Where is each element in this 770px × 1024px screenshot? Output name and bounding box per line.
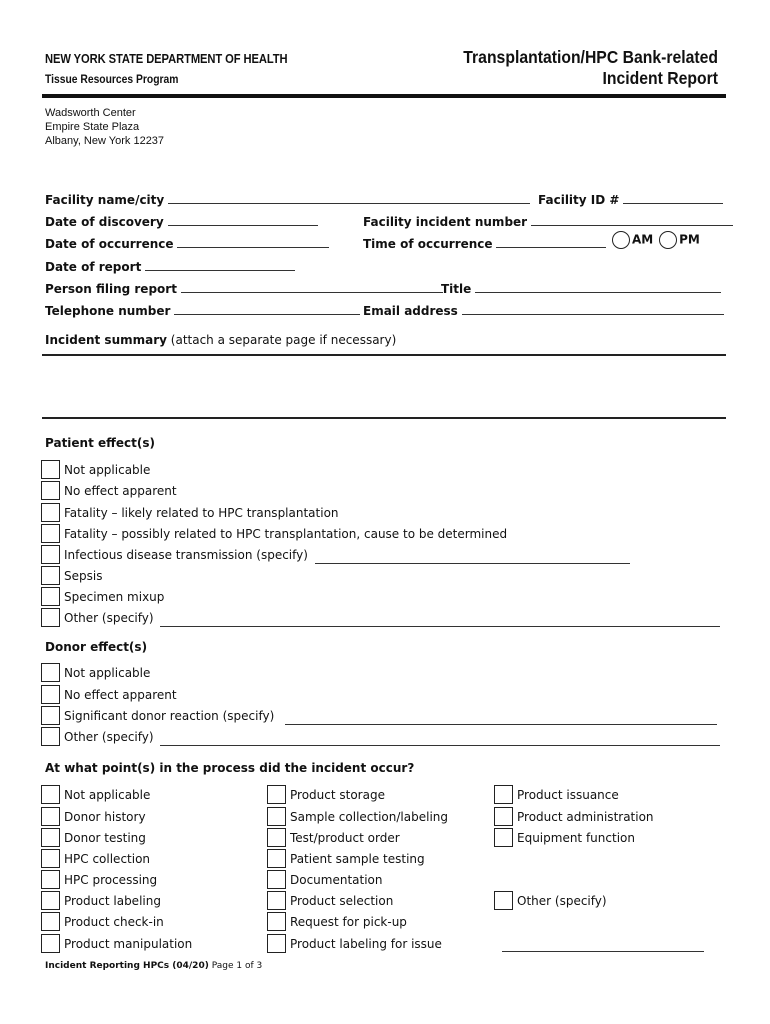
time-occurrence-field[interactable]	[363, 236, 606, 251]
date-occurrence-blank[interactable]	[177, 236, 329, 248]
checkbox-label: Product selection	[290, 894, 394, 908]
form-title-line2: Incident Report	[602, 68, 718, 88]
title-blank[interactable]	[475, 281, 721, 293]
facility-incident-number-label: Facility incident number	[363, 215, 528, 229]
checkbox-label: Product labeling for issue	[290, 937, 442, 951]
am-radio[interactable]	[612, 231, 630, 249]
address-line1: Wadsworth Center	[45, 107, 136, 119]
facility-incident-number-field[interactable]	[363, 214, 733, 229]
donor-reaction-specify-blank[interactable]	[285, 713, 717, 725]
checkbox[interactable]	[267, 912, 286, 931]
checkbox[interactable]	[267, 785, 286, 804]
summary-top-rule	[42, 354, 726, 356]
donor-effects-title: Donor effect(s)	[45, 640, 148, 654]
form-title	[463, 47, 718, 89]
checkbox-label: Significant donor reaction (specify)	[64, 709, 275, 723]
checkbox[interactable]	[41, 727, 60, 746]
checkbox[interactable]	[41, 545, 60, 564]
checkbox-label: Product manipulation	[64, 937, 193, 951]
incident-summary-heading	[45, 333, 396, 347]
checkbox-label: Other (specify)	[64, 611, 154, 625]
checkbox-label: Product check-in	[64, 915, 164, 929]
checkbox-label: Test/product order	[290, 831, 400, 845]
checkbox-label: Fatality – likely related to HPC transplantation	[64, 506, 339, 520]
checkbox-label: No effect apparent	[64, 688, 177, 702]
time-occurrence-label: Time of occurrence	[363, 237, 493, 251]
title-label: Title	[441, 282, 472, 296]
telephone-blank[interactable]	[174, 303, 360, 315]
form-title-line1: Transplantation/HPC Bank-related	[463, 47, 718, 67]
checkbox[interactable]	[267, 849, 286, 868]
checkbox-label: Product administration	[517, 810, 654, 824]
patient-other-specify-blank[interactable]	[160, 615, 720, 627]
checkbox[interactable]	[41, 503, 60, 522]
checkbox-label: Not applicable	[64, 666, 151, 680]
checkbox[interactable]	[494, 785, 513, 804]
department-name: NEW YORK STATE DEPARTMENT OF HEALTH	[45, 51, 288, 66]
address-line3: Albany, New York 12237	[45, 135, 165, 147]
date-discovery-label: Date of discovery	[45, 215, 164, 229]
checkbox[interactable]	[41, 807, 60, 826]
header-rule	[42, 94, 726, 98]
am-label: AM	[632, 232, 654, 247]
checkbox[interactable]	[41, 828, 60, 847]
checkbox[interactable]	[41, 849, 60, 868]
checkbox-label: Product storage	[290, 788, 385, 802]
person-filing-label: Person filing report	[45, 282, 177, 296]
checkbox-label: Infectious disease transmission (specify)	[64, 548, 308, 562]
patient-effects-title: Patient effect(s)	[45, 436, 155, 450]
incident-summary-label: Incident summary	[45, 333, 167, 347]
checkbox-label: Patient sample testing	[290, 852, 425, 866]
am-pm-choice	[612, 231, 700, 249]
incident-summary-note: (attach a separate page if necessary)	[170, 333, 397, 347]
address-line2: Empire State Plaza	[45, 121, 140, 133]
checkbox-label: HPC collection	[64, 852, 151, 866]
checkbox[interactable]	[41, 785, 60, 804]
email-blank[interactable]	[462, 303, 724, 315]
person-filing-field[interactable]	[45, 281, 443, 296]
checkbox-label: Sample collection/labeling	[290, 810, 449, 824]
page-number: Page 1 of 3	[211, 961, 263, 971]
date-discovery-blank[interactable]	[168, 214, 318, 226]
summary-bottom-rule	[42, 417, 726, 419]
facility-name-label: Facility name/city	[45, 193, 165, 207]
mailing-address	[45, 106, 164, 148]
facility-incident-number-blank[interactable]	[531, 214, 733, 226]
process-point-title: At what point(s) in the process did the incident occur?	[45, 761, 415, 775]
checkbox[interactable]	[41, 891, 60, 910]
checkbox-label: Sepsis	[64, 569, 103, 583]
checkbox[interactable]	[41, 481, 60, 500]
checkbox-label: Donor history	[64, 810, 146, 824]
checkbox-label: Donor testing	[64, 831, 146, 845]
checkbox[interactable]	[267, 934, 286, 953]
telephone-field[interactable]	[45, 303, 360, 318]
checkbox-label: Specimen mixup	[64, 590, 165, 604]
donor-other-specify-blank[interactable]	[160, 734, 720, 746]
checkbox-label: Fatality – possibly related to HPC transplantation, cause to be determined	[64, 527, 508, 541]
checkbox[interactable]	[41, 460, 60, 479]
checkbox[interactable]	[41, 524, 60, 543]
checkbox[interactable]	[41, 934, 60, 953]
checkbox-label: HPC processing	[64, 873, 158, 887]
checkbox[interactable]	[41, 566, 60, 585]
incident-summary-area[interactable]	[42, 357, 726, 417]
checkbox[interactable]	[494, 807, 513, 826]
facility-name-field[interactable]	[45, 192, 530, 207]
checkbox[interactable]	[41, 663, 60, 682]
checkbox-label: Not applicable	[64, 463, 151, 477]
checkbox[interactable]	[41, 587, 60, 606]
program-name: Tissue Resources Program	[45, 72, 179, 86]
date-report-blank[interactable]	[145, 259, 295, 271]
person-filing-blank[interactable]	[181, 281, 443, 293]
infectious-specify-blank[interactable]	[315, 552, 630, 564]
checkbox[interactable]	[41, 912, 60, 931]
facility-id-blank[interactable]	[623, 192, 723, 204]
facility-id-label: Facility ID #	[538, 193, 620, 207]
checkbox-label: Product labeling	[64, 894, 161, 908]
facility-id-field[interactable]	[538, 192, 723, 207]
checkbox-label: Request for pick-up	[290, 915, 407, 929]
date-report-field[interactable]	[45, 259, 295, 274]
date-occurrence-label: Date of occurrence	[45, 237, 174, 251]
telephone-label: Telephone number	[45, 304, 171, 318]
checkbox[interactable]	[267, 870, 286, 889]
title-field[interactable]	[441, 281, 721, 296]
pm-label: PM	[679, 232, 700, 247]
email-field[interactable]	[363, 303, 724, 318]
date-report-label: Date of report	[45, 260, 142, 274]
time-occurrence-blank[interactable]	[496, 236, 606, 248]
checkbox[interactable]	[41, 870, 60, 889]
checkbox[interactable]	[494, 828, 513, 847]
form-identifier: Incident Reporting HPCs (04/20)	[45, 961, 209, 971]
checkbox-label: Not applicable	[64, 788, 151, 802]
pm-radio[interactable]	[659, 231, 677, 249]
email-label: Email address	[363, 304, 458, 318]
checkbox[interactable]	[267, 891, 286, 910]
page-footer	[45, 961, 262, 971]
checkbox[interactable]	[41, 608, 60, 627]
checkbox[interactable]	[267, 828, 286, 847]
facility-name-blank[interactable]	[168, 192, 530, 204]
checkbox-label: No effect apparent	[64, 484, 177, 498]
checkbox-label: Other (specify)	[64, 730, 154, 744]
checkbox-label: Other (specify)	[517, 894, 607, 908]
process-other-specify-blank[interactable]	[502, 940, 704, 952]
checkbox-label: Equipment function	[517, 831, 635, 845]
date-discovery-field[interactable]	[45, 214, 318, 229]
checkbox-label: Product issuance	[517, 788, 619, 802]
checkbox[interactable]	[494, 891, 513, 910]
checkbox[interactable]	[41, 685, 60, 704]
checkbox[interactable]	[267, 807, 286, 826]
checkbox-label: Documentation	[290, 873, 383, 887]
date-occurrence-field[interactable]	[45, 236, 329, 251]
checkbox[interactable]	[41, 706, 60, 725]
